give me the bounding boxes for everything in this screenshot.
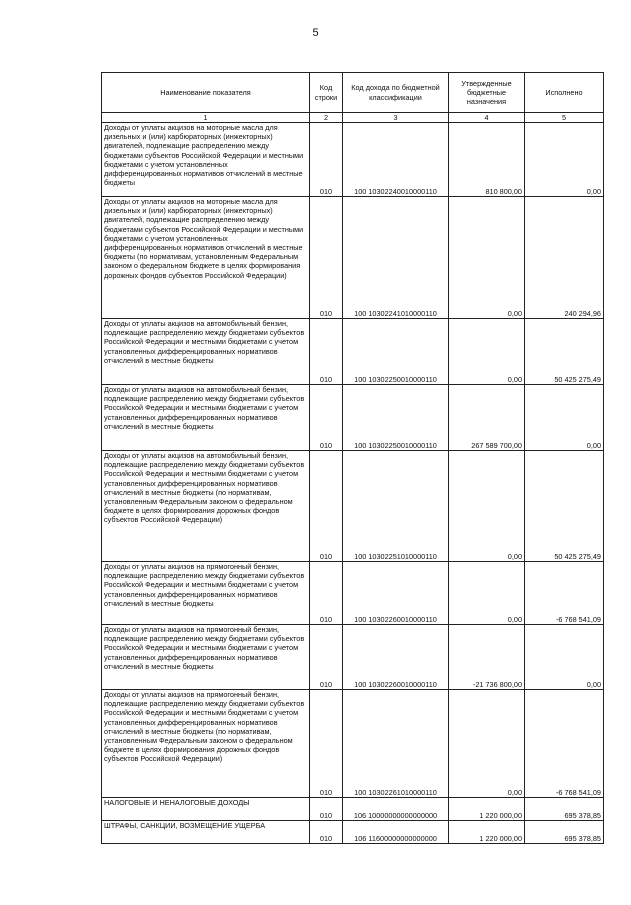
indicator-name: Доходы от уплаты акцизов на автомобильный бензин, подлежащие распределению между бюджетами субъектов Российской Федерации и местными бюджетами с учетом установленных дифференцированных нормативов отчислений в местные бюджеты (по нормативам, установленным Федеральным законом о федеральном бюджете в целях формирования дорожных фондов субъектов Российской Федерации) (102, 451, 310, 562)
indicator-name: ШТРАФЫ, САНКЦИИ, ВОЗМЕЩЕНИЕ УЩЕРБА (102, 821, 310, 844)
approved-amount: 0,00 (449, 690, 525, 798)
column-number: 4 (449, 113, 525, 123)
line-code: 010 (310, 821, 343, 844)
table-header-row (102, 73, 604, 113)
header-executed: Исполнено (525, 73, 604, 113)
column-numbers-row (102, 113, 604, 123)
header-income-code: Код дохода по бюджетной классификации (343, 73, 449, 113)
approved-amount: -21 736 800,00 (449, 625, 525, 690)
table-row (102, 625, 604, 690)
column-number: 3 (343, 113, 449, 123)
income-code: 100 10302250010000110 (343, 385, 449, 451)
column-number: 5 (525, 113, 604, 123)
income-code: 106 10000000000000000 (343, 798, 449, 821)
indicator-name: НАЛОГОВЫЕ И НЕНАЛОГОВЫЕ ДОХОДЫ (102, 798, 310, 821)
line-code: 010 (310, 385, 343, 451)
indicator-name: Доходы от уплаты акцизов на прямогонный бензин, подлежащие распределению между бюджетами субъектов Российской Федерации и местными бюджетами с учетом установленных дифференцированных нормативов отчислений в местные бюджеты (102, 562, 310, 625)
executed-amount: 0,00 (525, 625, 604, 690)
executed-amount: 695 378,85 (525, 798, 604, 821)
approved-amount: 0,00 (449, 319, 525, 385)
line-code: 010 (310, 625, 343, 690)
indicator-name: Доходы от уплаты акцизов на прямогонный бензин, подлежащие распределению между бюджетами субъектов Российской Федерации и местными бюджетами с учетом установленных дифференцированных нормативов отчислений в местные бюджеты (по нормативам, установленным Федеральным законом о федеральном бюджете в целях формирования дорожных фондов субъектов Российской Федерации) (102, 690, 310, 798)
income-code: 106 11600000000000000 (343, 821, 449, 844)
page-number: 5 (312, 27, 319, 39)
table-row (102, 197, 604, 319)
income-code: 100 10302240010000110 (343, 123, 449, 197)
indicator-name: Доходы от уплаты акцизов на прямогонный бензин, подлежащие распределению между бюджетами субъектов Российской Федерации и местными бюджетами с учетом установленных дифференцированных нормативов отчислений в местные бюджеты (102, 625, 310, 690)
table-row (102, 562, 604, 625)
indicator-name: Доходы от уплаты акцизов на моторные масла для дизельных и (или) карбюраторных (инжекторных) двигателей, подлежащие распределению между бюджетами субъектов Российской Федерации и местными бюджетами с учетом установленных дифференцированных нормативов отчислений в местные бюджеты (по нормативам, установленным Федеральным законом о федеральном бюджете в целях формирования дорожных фондов субъектов Российской Федерации) (102, 197, 310, 319)
income-code: 100 10302250010000110 (343, 319, 449, 385)
income-code: 100 10302241010000110 (343, 197, 449, 319)
line-code: 010 (310, 798, 343, 821)
executed-amount: 0,00 (525, 385, 604, 451)
executed-amount: 0,00 (525, 123, 604, 197)
header-approved: Утвержденные бюджетные назначения (449, 73, 525, 113)
approved-amount: 1 220 000,00 (449, 798, 525, 821)
approved-amount: 0,00 (449, 562, 525, 625)
table-row (102, 385, 604, 451)
approved-amount: 810 800,00 (449, 123, 525, 197)
table-row (102, 798, 604, 821)
indicator-name: Доходы от уплаты акцизов на автомобильный бензин, подлежащие распределению между бюджетами субъектов Российской Федерации и местными бюджетами с учетом установленных дифференцированных нормативов отчислений в местные бюджеты (102, 319, 310, 385)
header-indicator-name: Наименование показателя (102, 73, 310, 113)
income-code: 100 10302260010000110 (343, 562, 449, 625)
income-code: 100 10302260010000110 (343, 625, 449, 690)
table-row (102, 451, 604, 562)
approved-amount: 267 589 700,00 (449, 385, 525, 451)
income-code: 100 10302261010000110 (343, 690, 449, 798)
income-code: 100 10302251010000110 (343, 451, 449, 562)
approved-amount: 0,00 (449, 451, 525, 562)
table-row (102, 821, 604, 844)
executed-amount: -6 768 541,09 (525, 562, 604, 625)
table-row (102, 123, 604, 197)
line-code: 010 (310, 123, 343, 197)
line-code: 010 (310, 451, 343, 562)
executed-amount: 50 425 275,49 (525, 451, 604, 562)
table-row (102, 690, 604, 798)
approved-amount: 1 220 000,00 (449, 821, 525, 844)
line-code: 010 (310, 562, 343, 625)
indicator-name: Доходы от уплаты акцизов на автомобильный бензин, подлежащие распределению между бюджетами субъектов Российской Федерации и местными бюджетами с учетом установленных дифференцированных нормативов отчислений в местные бюджеты (102, 385, 310, 451)
executed-amount: 695 378,85 (525, 821, 604, 844)
budget-execution-table (101, 72, 604, 844)
column-number: 2 (310, 113, 343, 123)
indicator-name: Доходы от уплаты акцизов на моторные масла для дизельных и (или) карбюраторных (инжекторных) двигателей, подлежащие распределению между бюджетами субъектов Российской Федерации и местными бюджетами с учетом установленных дифференцированных нормативов отчислений в местные бюджеты (102, 123, 310, 197)
header-line-code: Код строки (310, 73, 343, 113)
executed-amount: 240 294,96 (525, 197, 604, 319)
executed-amount: -6 768 541,09 (525, 690, 604, 798)
table-row (102, 319, 604, 385)
line-code: 010 (310, 690, 343, 798)
approved-amount: 0,00 (449, 197, 525, 319)
line-code: 010 (310, 319, 343, 385)
column-number: 1 (102, 113, 310, 123)
line-code: 010 (310, 197, 343, 319)
executed-amount: 50 425 275,49 (525, 319, 604, 385)
